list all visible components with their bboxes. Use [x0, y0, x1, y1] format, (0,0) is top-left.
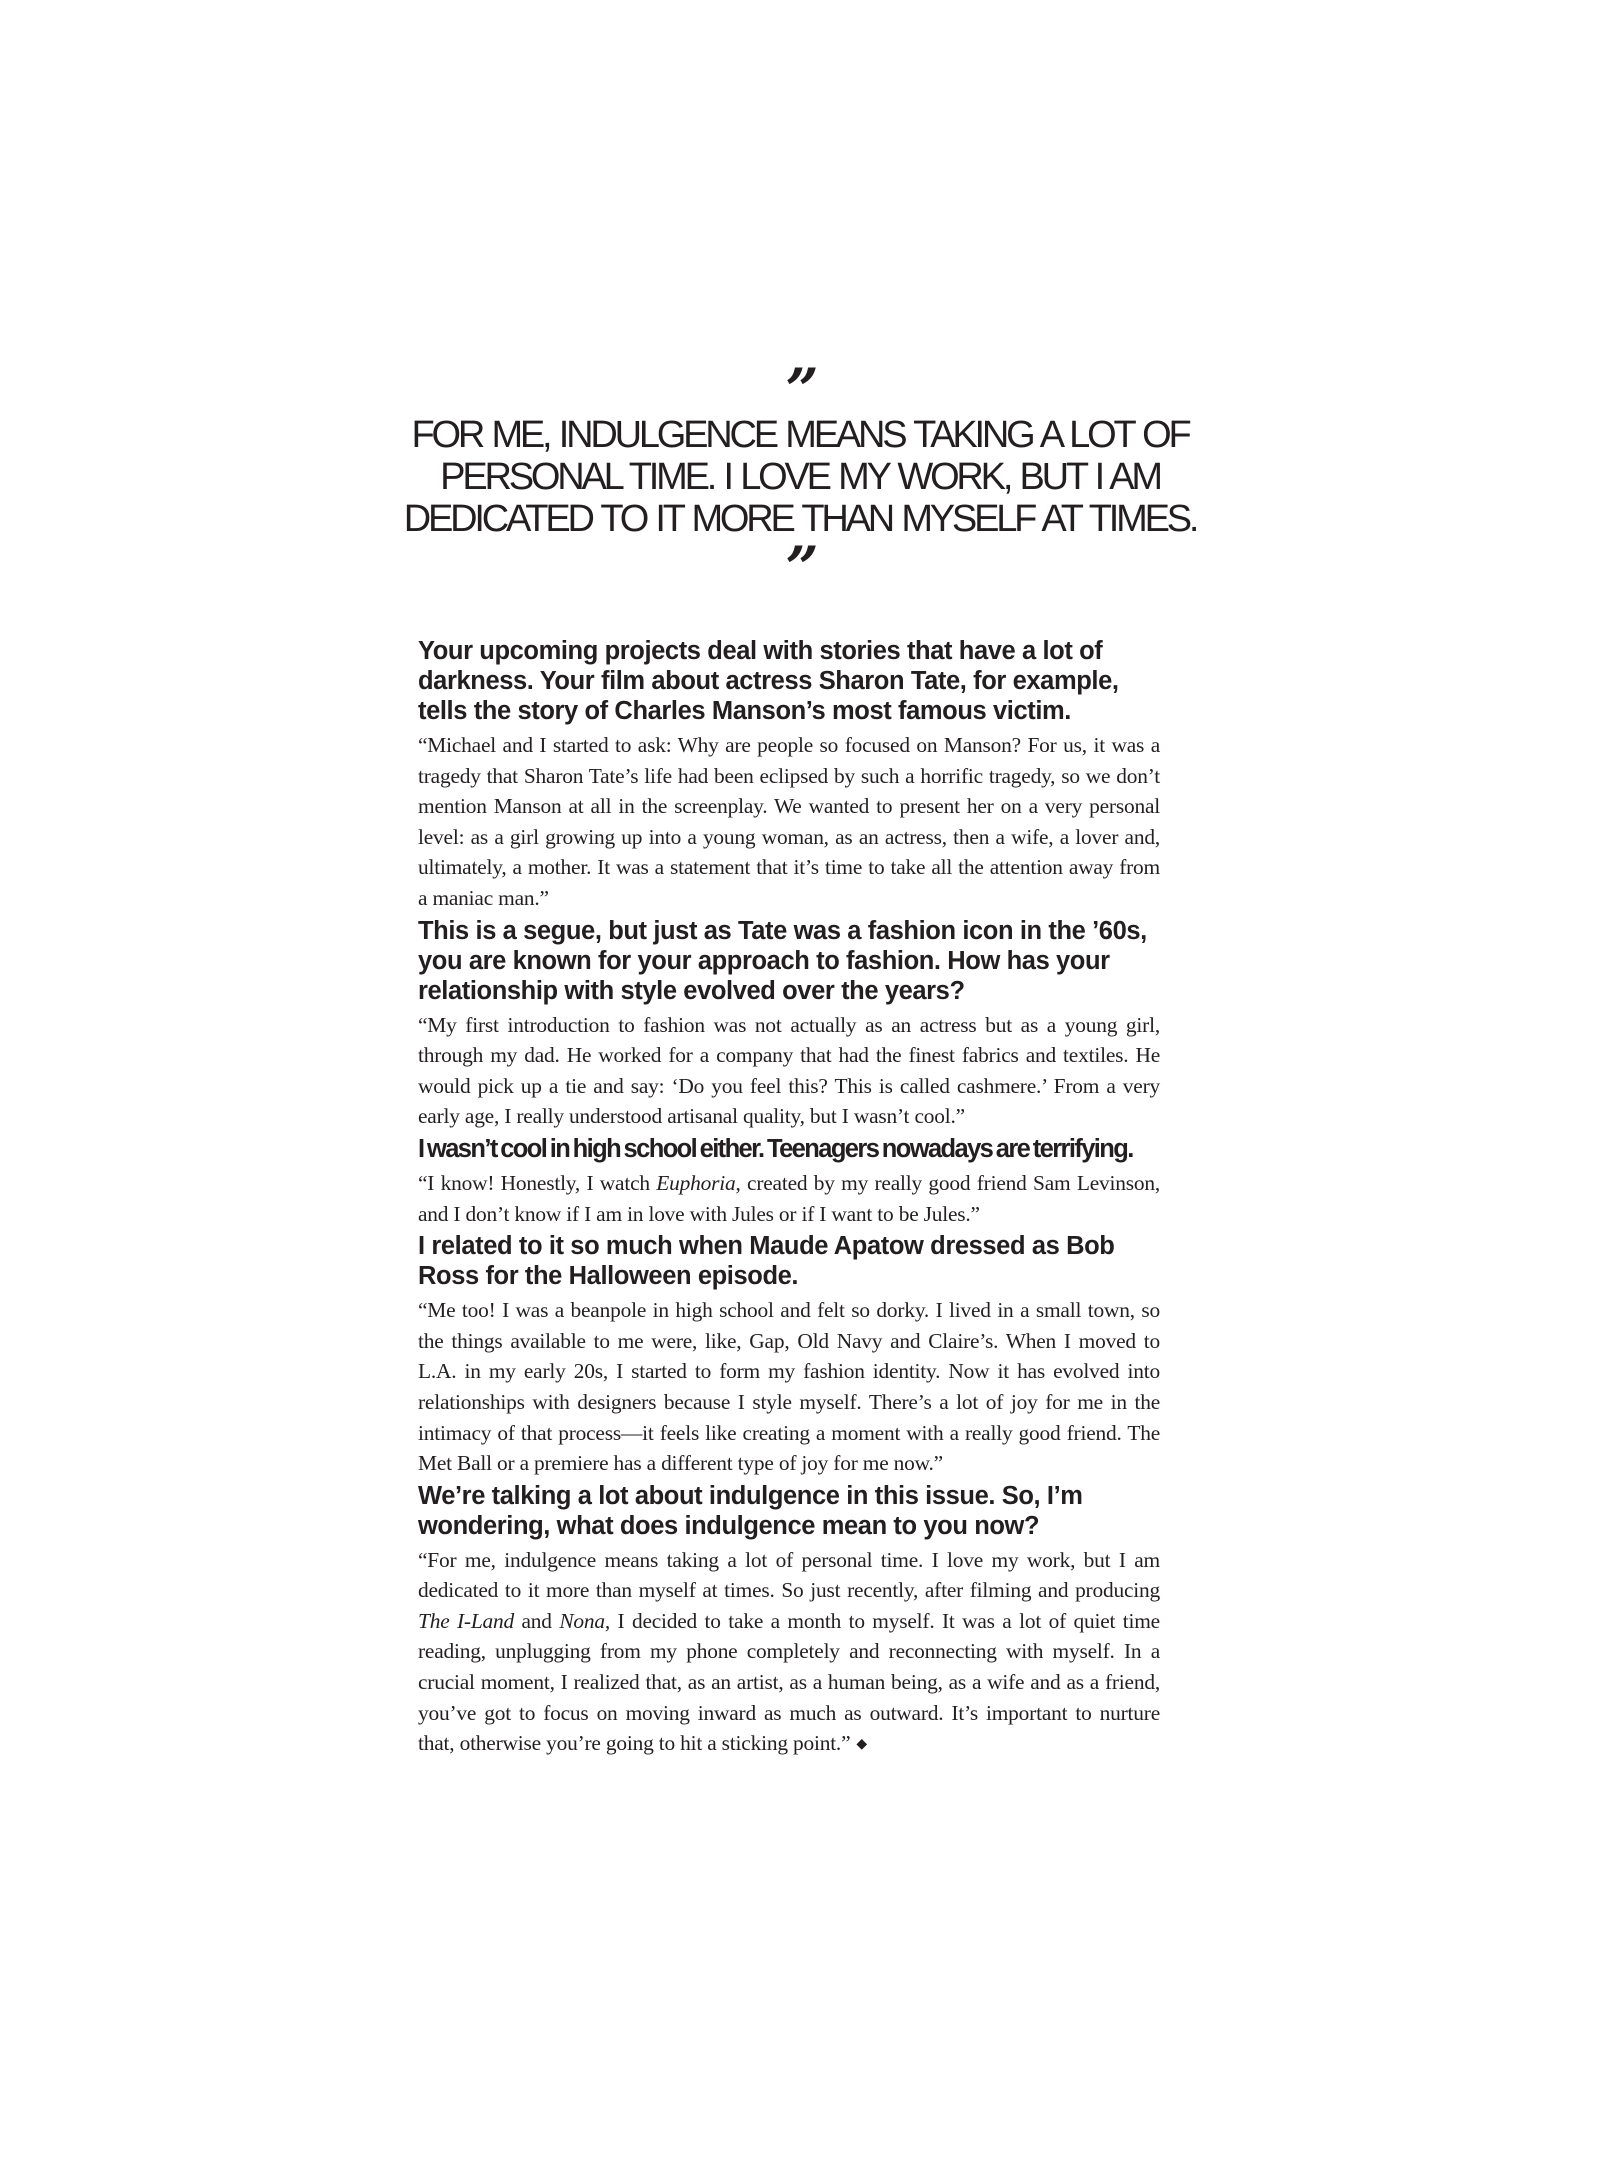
- film-title: The I-Land: [418, 1608, 515, 1633]
- question: I related to it so much when Maude Apatow dressed as Bob Ross for the Halloween episode.: [418, 1232, 1115, 1291]
- close-quote-mark: ”: [785, 534, 815, 602]
- end-mark-icon: ◆: [856, 1737, 867, 1753]
- answer: [418, 1545, 1160, 1761]
- answer-text: , created by my really good friend Sam Levinson, and I don’t know if I am in love with Jules or if I want to be Jules.”: [418, 1170, 1161, 1226]
- answer-text: “I know! Honestly, I watch: [418, 1170, 657, 1195]
- answer: “Me too! I was a beanpole in high school and felt so dorky. I lived in a small town, so the things available to me were, like, Gap, Old Navy and Claire’s. When I moved to L.A. in my early 20s, I started to form my fashion identity. Now it has evolved into relationships with designers because I style myself. There’s a lot of joy for me in the intimacy of that process—it feels like creating a moment with a really good friend. The Met Ball or a premiere has a different type of joy for me now.”: [418, 1298, 1160, 1476]
- answer: “My first introduction to fashion was not actually as an actress but as a young girl, through my dad. He worked for a company that had the finest fabrics and textiles. He would pick up a tie and say: ‘Do you feel this? This is called cashmere.’ From a very early age, I really understood artisanal quality, but I wasn’t cool.”: [418, 1012, 1160, 1129]
- open-quote-mark: ”: [785, 356, 815, 424]
- show-title: Euphoria: [656, 1170, 736, 1195]
- answer-text: , I decided to take a month to myself. It was a lot of quiet time reading, unplugging from my phone completely and reconnecting with myself. In a crucial moment, I realized that, as an artist, as a human being, as a wife and as a friend, you’ve got to focus on moving inward as much as outward. It’s important to nurture that, otherwise you’re going to hit a sticking point.”: [418, 1608, 1160, 1756]
- qa-block: [418, 916, 1160, 1132]
- question: Your upcoming projects deal with stories that have a lot of darkness. Your film about actress Sharon Tate, for example, tells the story of Charles Manson’s most famous victim.: [418, 637, 1119, 725]
- question: We’re talking a lot about indulgence in this issue. So, I’m wondering, what does indulgence mean to you now?: [418, 1481, 1083, 1540]
- qa-block: [418, 1231, 1160, 1479]
- answer-text: “For me, indulgence means taking a lot of personal time. I love my work, but I am dedicated to it more than myself at times. So just recently, after filming and producing: [418, 1547, 1160, 1603]
- pull-quote-text: FOR ME, INDULGENCE MEANS TAKING A LOT OF PERSONAL TIME. I LOVE MY WORK, BUT I AM DEDICATED TO IT MORE THAN MYSELF AT TIMES.: [403, 414, 1197, 540]
- qa-block: [418, 1481, 1160, 1761]
- interview-body: [418, 636, 1160, 1763]
- answer-text: and: [514, 1608, 560, 1633]
- answer: [418, 1168, 1160, 1229]
- question: I wasn’t cool in high school either. Teenagers nowadays are terrifying.: [418, 1134, 1133, 1163]
- question: This is a segue, but just as Tate was a fashion icon in the ’60s, you are known for your approach to fashion. How has your relationship with style evolved over the years?: [418, 916, 1147, 1005]
- answer: “Michael and I started to ask: Why are people so focused on Manson? For us, it was a tragedy that Sharon Tate’s life had been eclipsed by such a horrific tragedy, so we don’t mention Manson at all in the screenplay. We wanted to present her on a very personal level: as a girl growing up into a young woman, as an actress, then a wife, a lover and, ultimately, a mother. It was a statement that it’s time to take all the attention away from a maniac man.”: [418, 733, 1160, 910]
- pull-quote: [370, 356, 1230, 602]
- qa-block: [418, 1134, 1160, 1229]
- qa-block: [418, 636, 1160, 914]
- film-title: Nona: [559, 1608, 605, 1633]
